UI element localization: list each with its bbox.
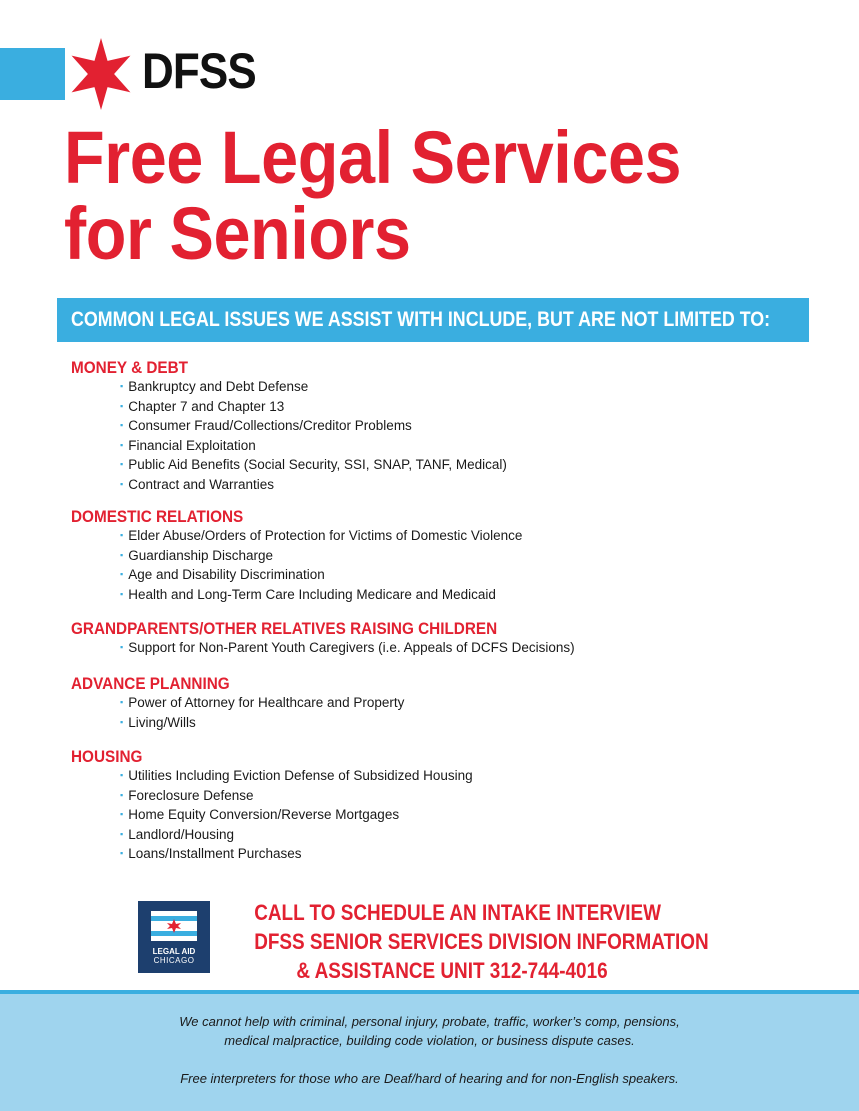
list-item: ▪ Utilities Including Eviction Defense of Subsidized Housing [120,767,473,787]
list-item: ▪ Landlord/Housing [120,826,473,846]
title-line-1: Free Legal Services [64,116,682,199]
chicago-star-icon [68,38,134,110]
logo-line-2: CHICAGO [153,956,195,965]
footer-notice [0,990,859,1111]
list-item: ▪ Living/Wills [120,714,404,734]
cta-line-2: DFSS SENIOR SERVICES DIVISION INFORMATION [254,929,709,954]
list-item: ▪ Elder Abuse/Orders of Protection for Victims of Domestic Violence [120,527,522,547]
exclusions-note [0,1012,859,1050]
issues-banner [57,298,809,342]
interpreters-note: Free interpreters for those who are Deaf/hard of hearing and for non-English speakers. [180,1071,679,1086]
title-line-2: for Seniors [64,192,411,275]
logo-line-1: LEGAL AID [152,947,196,956]
section-heading: MONEY & DEBT [71,358,189,377]
section-housing [71,747,473,865]
issue-list [120,639,575,659]
chicago-flag-icon [151,911,197,941]
list-item: ▪ Contract and Warranties [120,476,507,496]
list-item: ▪ Financial Exploitation [120,437,507,457]
section-grandparents [71,619,575,659]
list-item: ▪ Support for Non-Parent Youth Caregivers (i.e. Appeals of DCFS Decisions) [120,639,575,659]
list-item: ▪ Power of Attorney for Healthcare and Property [120,694,404,714]
corner-accent-block [0,48,65,100]
list-item: ▪ Consumer Fraud/Collections/Creditor Problems [120,417,507,437]
list-item: ▪ Health and Long-Term Care Including Medicare and Medicaid [120,586,522,606]
list-item: ▪ Bankruptcy and Debt Defense [120,378,507,398]
exclusions-line-2: medical malpractice, building code violation, or business dispute cases. [224,1033,635,1048]
section-heading: HOUSING [71,747,143,766]
list-item: ▪ Foreclosure Defense [120,787,473,807]
issue-list [120,527,522,605]
exclusions-line-1: We cannot help with criminal, personal injury, probate, traffic, worker’s comp, pensions, [179,1014,680,1029]
call-to-action [222,898,709,985]
issue-list [120,378,507,496]
logo-label [138,947,210,965]
cta-line-3: & ASSISTANCE UNIT 312-744-4016 [296,958,608,983]
section-domestic-relations [71,507,522,605]
section-advance-planning [71,674,404,733]
section-heading: GRANDPARENTS/OTHER RELATIVES RAISING CHILDREN [71,619,498,638]
section-heading: DOMESTIC RELATIONS [71,507,244,526]
list-item: ▪ Public Aid Benefits (Social Security, SSI, SNAP, TANF, Medical) [120,456,507,476]
list-item: ▪ Loans/Installment Purchases [120,845,473,865]
issue-list [120,767,473,865]
dfss-logo-text: DFSS [142,43,256,99]
section-money-debt [71,358,507,496]
list-item: ▪ Home Equity Conversion/Reverse Mortgages [120,806,473,826]
list-item: ▪ Guardianship Discharge [120,547,522,567]
list-item: ▪ Chapter 7 and Chapter 13 [120,398,507,418]
list-item: ▪ Age and Disability Discrimination [120,566,522,586]
issues-banner-text: COMMON LEGAL ISSUES WE ASSIST WITH INCLUDE, BUT ARE NOT LIMITED TO: [71,308,771,331]
page-title [64,116,682,275]
section-heading: ADVANCE PLANNING [71,674,230,693]
legal-aid-chicago-logo [138,901,210,973]
cta-line-1: CALL TO SCHEDULE AN INTAKE INTERVIEW [254,900,662,925]
issue-list [120,694,404,733]
